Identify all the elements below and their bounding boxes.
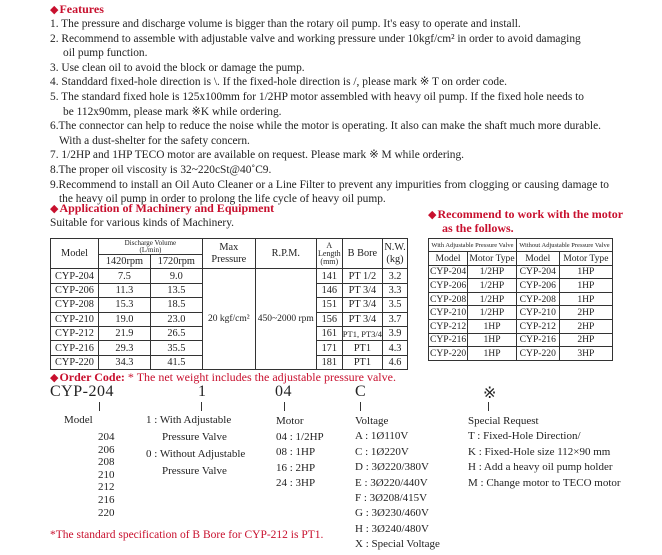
cell-model: CYP-206 [429, 279, 467, 291]
feature-line: 2. Recommend to assemble with adjustable valve and working pressure under 10kgf/cm² in order to avoid damaging [50, 32, 581, 45]
list-item: 212 [98, 481, 115, 494]
cell-nw: 3.5 [383, 298, 408, 312]
code-voltage: C [355, 383, 367, 400]
feature-line: 4. Standdard fixed-hole direction is \. If the fixed-hole direction is /, please mark ※ T on order code. [50, 76, 508, 89]
cell-model: CYP-206 [51, 283, 99, 297]
cell-1420: 19.0 [99, 312, 151, 326]
cell-length: 156 [316, 312, 342, 326]
cell-bore: PT1 [342, 355, 382, 369]
voltage-title: Voltage [355, 415, 389, 427]
cell-nw: 3.9 [383, 326, 408, 340]
cell-motor: 1HP [468, 347, 517, 361]
model-title: Model [64, 414, 93, 426]
cell-1720: 18.5 [150, 298, 202, 312]
cell-pressure: 20 kgf/cm² [202, 269, 255, 370]
list-item: 216 [98, 493, 115, 506]
spec-table [50, 238, 408, 370]
table-row [51, 269, 408, 283]
cell-bore: PT1 [342, 341, 382, 355]
cell-length: 161 [316, 326, 342, 340]
cell-model: CYP-220 [51, 355, 99, 369]
cell-motor: 1HP [468, 333, 517, 347]
cell-length: 171 [316, 341, 342, 355]
table-row [429, 347, 613, 361]
features-list [50, 17, 609, 207]
header-with-valve: With Adjustable Pressure Valve [429, 239, 517, 252]
table-row [429, 279, 613, 293]
cell-nw: 3.3 [383, 283, 408, 297]
order-code-heading: ◆Order Code: * The net weight includes the adjustable pressure valve. [50, 370, 396, 384]
diamond-icon: ◆ [428, 209, 437, 221]
cell-motor: 2HP [559, 306, 612, 320]
cell-1720: 41.5 [150, 355, 202, 369]
cell-motor: 2HP [559, 319, 612, 333]
feature-line: be 112x90mm, please mark ※K while ordering. [63, 105, 282, 118]
feature-line: 8.The proper oil viscosity is 32~220cSt@40˚C9. [50, 163, 272, 176]
feature-line: 1. The pressure and discharge volume is bigger than the rotary oil pump. It's easy to operate and install. [50, 18, 521, 30]
cell-bore: PT 3/4 [342, 298, 382, 312]
special-title: Special Request [468, 415, 539, 427]
motor-title: Motor [276, 415, 304, 427]
tick-mark [488, 402, 489, 411]
cell-model: CYP-212 [429, 320, 467, 332]
header-model: Model [516, 252, 559, 266]
diamond-icon: ◆ [50, 372, 59, 384]
cell-model: CYP-210 [429, 307, 467, 319]
list-item: E : 3Ø220/440V [355, 476, 428, 489]
header-rpm: R.P.M. [255, 239, 316, 269]
list-item: 16 : 2HP [276, 461, 316, 474]
cell-1720: 13.5 [150, 283, 202, 297]
table-row [429, 292, 613, 306]
cell-1720: 9.0 [150, 269, 202, 283]
cell-model: CYP-210 [516, 306, 559, 320]
feature-line: 5. The standard fixed hole is 125x100mm for 1/2HP motor assembled with heavy oil pump. If the fixed hole needs to [50, 90, 584, 103]
header-without-valve: Without Adjustable Pressure Valve [516, 239, 612, 252]
cell-bore: PT 3/4 [342, 312, 382, 326]
cell-model: CYP-206 [516, 279, 559, 293]
cell-motor: 3HP [559, 347, 612, 361]
list-item: G : 3Ø230/460V [355, 507, 429, 520]
cell-motor: 1/2HP [468, 279, 517, 293]
list-item: F : 3Ø208/415V [355, 492, 428, 505]
features-heading: ◆Features [50, 2, 104, 16]
cell-nw: 4.6 [383, 355, 408, 369]
cell-1720: 23.0 [150, 312, 202, 326]
header-nw: N.W. (kg) [383, 239, 408, 269]
cell-model: CYP-210 [51, 312, 99, 326]
header-bore: B Bore [342, 239, 382, 269]
code-model: CYP-204 [50, 383, 114, 400]
list-item: M : Change motor to TECO motor [468, 476, 621, 489]
feature-line: oil pump function. [63, 47, 148, 60]
header-motor-type: Motor Type [559, 252, 612, 266]
cell-nw: 4.3 [383, 341, 408, 355]
header-model: Model [51, 239, 99, 269]
list-item: K : Fixed-Hole size 112×90 mm [468, 445, 611, 458]
motor-table [428, 238, 613, 361]
tick-mark [201, 402, 202, 411]
cell-motor: 1/2HP [468, 292, 517, 306]
cell-model: CYP-212 [516, 319, 559, 333]
header-length: A Length (mm) [316, 239, 342, 269]
list-item: 210 [98, 468, 115, 481]
table-row [429, 306, 613, 320]
feature-line: the heavy oil pump in order to prolong the life cycle of heavy oil pump. [59, 193, 386, 206]
cell-bore: PT 3/4 [342, 283, 382, 297]
list-item: D : 3Ø220/380V [355, 461, 429, 474]
cell-bore: PT 1/2 [342, 269, 382, 283]
list-item: 204 [98, 431, 115, 443]
list-item: A : 1Ø110V [355, 430, 409, 443]
special-list [468, 414, 621, 491]
cell-model: CYP-216 [516, 333, 559, 347]
cell-motor: 1HP [468, 319, 517, 333]
cell-model: CYP-216 [51, 341, 99, 355]
valve-option: 1 : With Adjustable [146, 414, 232, 426]
cell-bore: PT1, PT3/4 [342, 326, 382, 340]
code-valve: 1 [198, 383, 207, 400]
cell-model: CYP-220 [429, 347, 467, 359]
feature-line: 3. Use clean oil to avoid the block or damage the pump. [50, 61, 305, 74]
cell-1720: 26.5 [150, 326, 202, 340]
feature-line: With a dust-shelter for the safety concern. [59, 134, 250, 147]
header-motor-type: Motor Type [469, 252, 515, 264]
cell-length: 146 [316, 283, 342, 297]
diamond-icon: ◆ [50, 4, 59, 16]
footnote: *The standard specification of B Bore for CYP-212 is PT1. [50, 529, 324, 541]
valve-option: Pressure Valve [162, 431, 227, 443]
list-item: H : Add a heavy oil pump holder [468, 461, 613, 474]
model-list [98, 431, 115, 519]
feature-line: 6.The connector can help to reduce the noise while the motor is operating. It also can make the shaft much more durable. [50, 120, 601, 133]
list-item: C : 1Ø220V [355, 445, 409, 458]
cell-motor: 1/2HP [468, 265, 517, 279]
list-item: 220 [98, 506, 115, 519]
list-item: 208 [98, 456, 115, 469]
tick-mark [99, 402, 100, 411]
cell-model: CYP-220 [516, 347, 559, 361]
header-pressure: Max Pressure [202, 239, 255, 269]
cell-motor: 1HP [559, 265, 612, 279]
motor-list [276, 414, 324, 492]
list-item: 24 : 3HP [276, 477, 316, 489]
header-1420: 1420rpm [99, 255, 151, 269]
cell-1420: 21.9 [99, 326, 151, 340]
list-item: 206 [98, 443, 115, 456]
header-discharge: Discharge Volume (L/min) [99, 239, 203, 255]
tick-mark [360, 402, 361, 411]
table-row [429, 333, 613, 347]
cell-1420: 11.3 [99, 283, 151, 297]
cell-1420: 15.3 [99, 298, 151, 312]
valve-option: 0 : Without Adjustable [146, 448, 246, 460]
diamond-icon: ◆ [50, 203, 59, 215]
cell-1420: 34.3 [99, 355, 151, 369]
cell-length: 141 [316, 269, 342, 283]
cell-model: CYP-204 [429, 266, 467, 278]
cell-model: CYP-204 [51, 269, 99, 283]
cell-1420: 29.3 [99, 341, 151, 355]
cell-motor: 1/2HP [468, 306, 517, 320]
cell-motor: 1HP [559, 292, 612, 306]
cell-nw: 3.2 [383, 269, 408, 283]
cell-motor: 1HP [559, 279, 612, 293]
list-item: 08 : 1HP [276, 446, 316, 458]
table-row [429, 319, 613, 333]
header-1720: 1720rpm [150, 255, 202, 269]
tick-mark [284, 402, 285, 411]
valve-option: Pressure Valve [162, 465, 227, 477]
list-item: X : Special Voltage [355, 538, 440, 551]
cell-model: CYP-208 [516, 292, 559, 306]
cell-rpm: 450~2000 rpm [255, 269, 316, 370]
cell-model: CYP-204 [516, 265, 559, 279]
cell-nw: 3.7 [383, 312, 408, 326]
list-item: 04 : 1/2HP [276, 430, 324, 443]
voltage-list [355, 414, 440, 553]
list-item: H : 3Ø240/480V [355, 522, 429, 535]
feature-line: 7. 1/2HP and 1HP TECO motor are available on request. Please mark ※ M while ordering. [50, 149, 465, 162]
table-row [429, 265, 613, 279]
cell-length: 151 [316, 298, 342, 312]
cell-model: CYP-208 [51, 298, 99, 312]
header-model: Model [429, 252, 468, 266]
code-motor: 04 [275, 383, 292, 400]
recommend-heading: ◆Recommend to work with the motor as the follows. [428, 207, 624, 235]
cell-motor: 2HP [559, 333, 612, 347]
feature-line: 9.Recommend to install an Oil Auto Cleaner or a Line Filter to prevent any impurities from clogging or causing damage to [50, 178, 609, 191]
cell-model: CYP-216 [429, 334, 467, 346]
application-heading: ◆Application of Machinery and Equipment [50, 201, 275, 215]
cell-length: 181 [316, 355, 342, 369]
cell-1420: 7.5 [99, 269, 151, 283]
cell-model: CYP-208 [429, 293, 467, 305]
code-special: ※ [483, 385, 497, 402]
cell-model: CYP-212 [51, 326, 99, 340]
list-item: T : Fixed-Hole Direction/ [468, 430, 581, 443]
cell-1720: 35.5 [150, 341, 202, 355]
application-text: Suitable for various kinds of Machinery. [50, 217, 235, 229]
